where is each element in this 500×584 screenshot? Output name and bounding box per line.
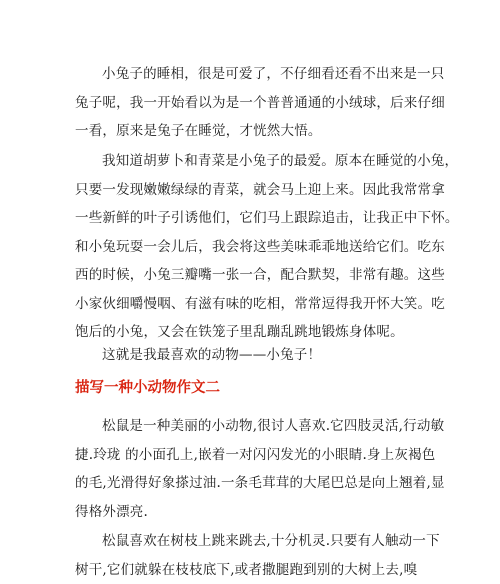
text-line: 兔子呢，我一开始看以为是一个普普通通的小绒球，后来仔细 xyxy=(75,89,435,118)
text-line: 松鼠是一种美丽的小动物,很讨人喜欢.它四肢灵活,行动敏 xyxy=(75,412,435,441)
text-line: 只要一发现嫩嫩绿绿的青菜，就会马上迎上来。因此我常常拿 xyxy=(75,176,435,205)
paragraph-conclusion xyxy=(75,341,435,370)
text-line: 小兔子的睡相，很是可爱了，不仔细看还看不出来是一只 xyxy=(75,60,435,89)
text-line: 一看，原来是兔子在睡觉，才恍然大悟。 xyxy=(75,117,435,146)
text-line: 西的时候，小兔三瓣嘴一张一合，配合默契，非常有趣。这些 xyxy=(75,261,435,290)
text-line: 这就是我最喜欢的动物——小兔子！ xyxy=(75,341,435,370)
text-line: 小家伙细嚼慢咽、有滋有味的吃相，常常逗得我开怀大笑。吃 xyxy=(75,290,435,319)
text-line: 饱后的小兔，又会在铁笼子里乱蹦乱跳地锻炼身体呢。 xyxy=(75,318,435,347)
text-line: 和小兔玩耍一会儿后，我会将这些美味乖乖地送给它们。吃东 xyxy=(75,233,435,262)
paragraph-rabbit-sleeping xyxy=(75,60,435,146)
text-line: 树干,它们就躲在枝枝底下,或者撒腿跑到别的大树上去,嗅 xyxy=(75,556,435,584)
text-line: 的毛,光滑得好象搽过油.一条毛茸茸的大尾巴总是向上翘着,显 xyxy=(75,469,435,498)
text-line: 我知道胡萝卜和青菜是小兔子的最爱。原本在睡觉的小兔， xyxy=(75,147,435,176)
text-line: 得格外漂亮. xyxy=(75,498,435,527)
text-line: 一些新鲜的叶子引诱他们，它们马上跟踪追击，让我正中下怀。 xyxy=(75,204,435,233)
paragraph-squirrel-behavior xyxy=(75,527,435,584)
text-line: 松鼠喜欢在树枝上跳来跳去,十分机灵.只要有人触动一下 xyxy=(75,527,435,556)
paragraph-rabbit-eating xyxy=(75,147,435,347)
section-heading: 描写一种小动物作文二 xyxy=(75,376,220,397)
paragraph-squirrel-appearance xyxy=(75,412,435,526)
text-line: 捷.玲珑 的小面孔上,嵌着一对闪闪发光的小眼睛.身上灰褐色 xyxy=(75,441,435,470)
